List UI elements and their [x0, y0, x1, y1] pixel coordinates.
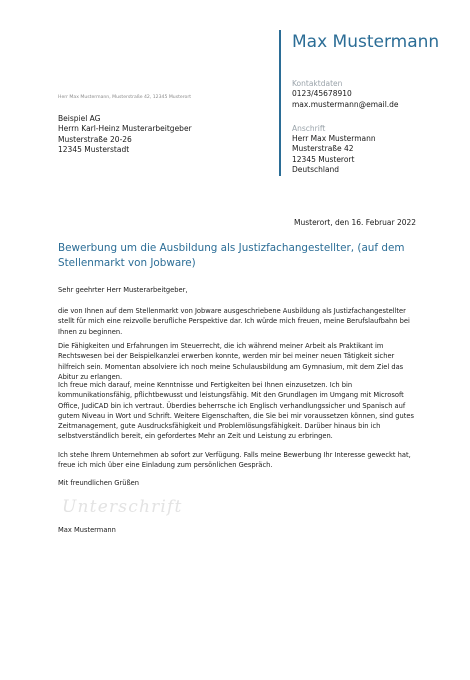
signature-placeholder: Unterschrift: [62, 497, 183, 517]
signature-name: Max Mustermann: [58, 526, 116, 534]
salutation: Sehr geehrter Herr Musterarbeitgeber,: [58, 286, 188, 294]
body-paragraph: die von Ihnen auf dem Stellenmarkt von Jobware ausgeschriebene Ausbildung als Justizfachangestellter stellt für mich eine reizvolle berufliche Perspektive dar. Ich würde mich freuen, meine Berufslaufbahn bei Ihnen zu beginnen.: [58, 307, 410, 336]
sender-phone: 0123/45678910: [292, 89, 352, 98]
letter-date: Musterort, den 16. Februar 2022: [294, 218, 417, 227]
accent-divider-line: [279, 30, 281, 176]
recipient-address-block: [58, 114, 192, 156]
sender-address-line: Musterstraße 42: [292, 144, 354, 154]
closing-line: Mit freundlichen Grüßen: [58, 479, 140, 487]
sender-address-line: Herr Max Mustermann: [292, 134, 376, 143]
sender-address-line: Deutschland: [292, 165, 340, 175]
contact-section-label: Kontaktdaten: [292, 79, 343, 88]
sender-address-line: 12345 Musterort: [292, 154, 355, 164]
recipient-line: Herrn Karl-Heinz Musterarbeitgeber: [58, 124, 192, 134]
letter-subject: Bewerbung um die Ausbildung als Justizfachangestellter, (auf dem Stellenmarkt von Jobware): [58, 242, 405, 269]
body-paragraph: Ich stehe Ihrem Unternehmen ab sofort zur Verfügung. Falls meine Bewerbung Ihr Interesse geweckt hat, freue ich mich über eine Einladung zum persönlichen Gespräch.: [58, 451, 411, 470]
recipient-line: 12345 Musterstadt: [58, 145, 130, 155]
sender-address-block: [292, 134, 376, 176]
sender-return-address: Herr Max Mustermann, Musterstraße 42, 12345 Musterort: [58, 95, 192, 100]
body-paragraph: Ich freue mich darauf, meine Kenntnisse und Fertigkeiten bei Ihnen einzusetzen. Ich bin kommunikationsfähig, pflichtbewusst und leistungsfähig. Mit den Grundlagen im Umgang mit Microsoft Office, JudiCAD bin ich vertraut. Überdies beherrsche ich Englisch verhandlungssicher und Spanisch auf gutem Niveau in Wort und Schrift. Weitere Eigenschaften, die Sie bei mir voraussetzen können, sind gutes Zeitmanagement, gute Ausdrucksfähigkeit und Problemlösungsfähigkeit. Darüber hinaus bin ich selbstverständlich bereit, ein gefordertes Mehr an Zeit und Leistung zu erbringen.: [58, 381, 414, 441]
body-paragraph: Die Fähigkeiten und Erfahrungen im Steuerrecht, die ich während meiner Arbeit als Praktikant im Rechtswesen bei der Beispielkanzlei erwerben konnte, werden mir bei meiner neuen Tätigkeit sicher hilfreich sein. Momentan absolviere ich noch meine Schulausbildung am Gymnasium, mit dem Ziel das Abitur zu erlangen.: [58, 342, 404, 381]
sender-email: max.mustermann@email.de: [292, 99, 399, 109]
address-section-label: Anschrift: [292, 124, 326, 133]
recipient-line: Beispiel AG: [58, 114, 101, 123]
sender-name-heading: Max Mustermann: [292, 32, 440, 52]
recipient-line: Musterstraße 20-26: [58, 134, 132, 144]
